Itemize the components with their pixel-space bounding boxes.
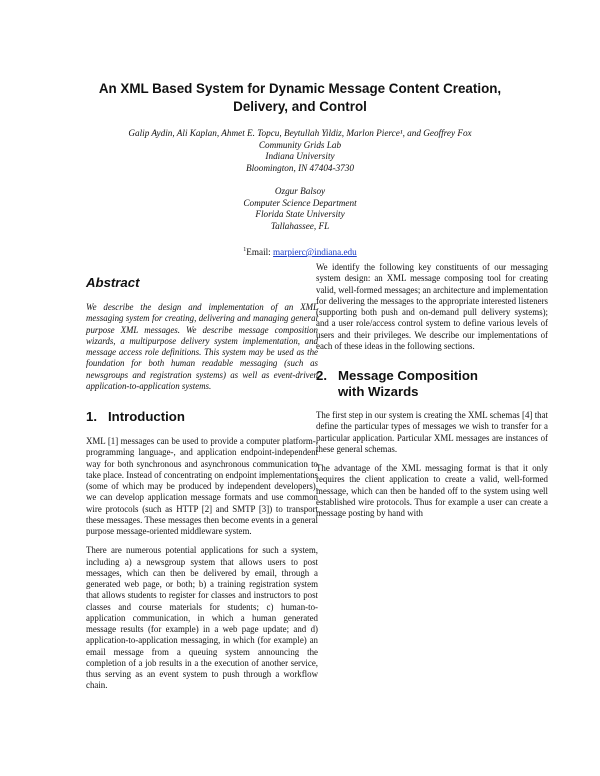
- introduction-heading: [86, 409, 318, 425]
- author-list: Galip Aydin, Ali Kaplan, Ahmet E. Topcu, Beytullah Yildiz, Marlon Pierce¹, and Geoffrey Fox: [128, 128, 472, 138]
- right-column: [316, 262, 548, 519]
- footnote-mark: 1: [243, 247, 247, 253]
- university-name: Indiana University: [265, 151, 335, 162]
- department-name: Computer Science Department: [243, 197, 357, 208]
- lab-name: Community Grids Lab: [258, 139, 342, 150]
- affiliation-block-2: [60, 186, 540, 232]
- email-label: Email:: [246, 247, 274, 258]
- abstract-heading: Abstract: [86, 275, 140, 290]
- section-2-paragraph: The advantage of the XML messaging format is that it only requires the client application to create a valid, well-formed message, which can then be handed off to the system using well established wire protocols. Thus for example a user can create a message posting by hand with: [316, 463, 548, 518]
- intro-paragraph: We identify the following key constituents of our messaging system design: an XML message composing tool for creating valid, well-formed messages; an architecture and implementation for delivering the messages to the appropriate interested listeners (supporting both push and on-demand pull delivery systems); and a user role/access control system to define various levels of users and their privileges. We describe our implementations of each of these ideas in the following sections.: [316, 262, 548, 351]
- author-name: Ozgur Balsoy: [274, 186, 326, 196]
- section-2-heading: [316, 368, 548, 400]
- university-name: Florida State University: [255, 209, 345, 220]
- abstract-text: We describe the design and implementation of an XML messaging system for creating, delivering and managing general purpose XML messages. We describe message composition wizards, a multipurpose delivery system implementation, and message access role definitions. This system may be used as the foundation for both human readable messaging (such as newsgroups and registration systems) as well as event-driven application-to-application systems.: [86, 302, 318, 391]
- email-link[interactable]: marpierc@indiana.edu: [273, 247, 357, 258]
- section-title: [338, 368, 478, 400]
- section-number: 1.: [86, 409, 97, 424]
- email-line: [60, 244, 540, 258]
- section-title: Introduction: [108, 409, 185, 424]
- section-number: 2.: [316, 368, 327, 383]
- section-title-line-1: Message Composition: [338, 368, 478, 383]
- title-line-1: An XML Based System for Dynamic Message Content Creation,: [98, 81, 502, 96]
- address: Bloomington, IN 47404-3730: [246, 162, 354, 173]
- address: Tallahassee, FL: [270, 220, 330, 231]
- left-column: [86, 262, 318, 692]
- affiliation-block-1: [60, 128, 540, 174]
- title-line-2: Delivery, and Control: [233, 99, 367, 114]
- section-title-line-2: with Wizards: [338, 384, 419, 399]
- intro-paragraph: There are numerous potential applications for such a system, including a) a newsgroup system that allows users to post messages, which can then be delivered by email, through a generated web page, or both; b) a training registration system that allows students to register for classes and instructors to post classes and course materials for students; c) human-to-application communication, in which a human generated message results (for example) in a web page update; and d) application-to-application messaging, in which (for example) an email message from a queuing system announcing the completion of a job results in a the execution of another service, thus serving as an event system to push through a workflow chain.: [86, 545, 318, 691]
- paper-title: [60, 80, 540, 116]
- section-2-paragraph: The first step in our system is creating the XML schemas [4] that define the particular types of messages we wish to transfer for a particular application. Particular XML messages are instances of these general schemas.: [316, 410, 548, 454]
- intro-paragraph: XML [1] messages can be used to provide a computer platform-, programming language-, and application endpoint-independent way for both synchronous and asynchronous communication to take place. Instead of concentrating on endpoint implementations (some of which may be produced by independent developers), we can develop application message formats and use common wire protocols (such as HTTP [2] and SMTP [3]) to transport these messages. These messages then become events in a general purpose message-oriented middleware system.: [86, 436, 318, 536]
